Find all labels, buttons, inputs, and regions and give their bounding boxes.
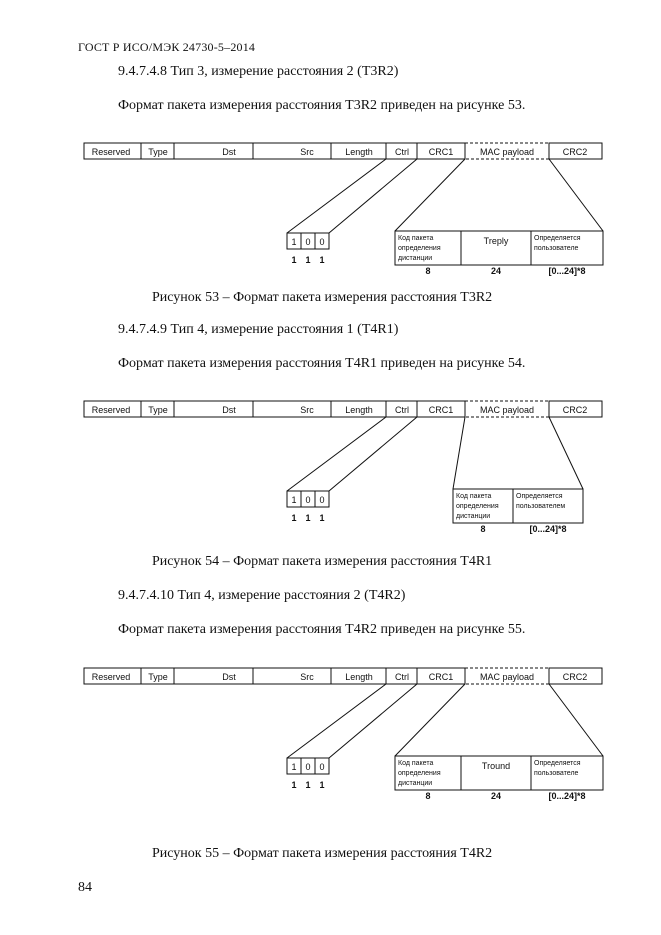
payload-field-label: пользователе (534, 770, 579, 777)
payload-field-label: Tround (481, 761, 511, 771)
payload-connector-left (453, 417, 465, 489)
field-dst-label: Dst (222, 147, 236, 157)
document-header: ГОСТ Р ИСО/МЭК 24730-5–2014 (78, 40, 256, 54)
payload-connector-right (549, 417, 583, 489)
figure-caption-53: Рисунок 53 – Формат пакета измерения расстояния T3R2 (152, 290, 493, 305)
ctrl-bit-value: 1 (291, 237, 297, 247)
packet-diagram-t3r2 (0, 143, 661, 283)
field-crc2-label: CRC2 (562, 672, 588, 682)
field-crc1-label: CRC1 (428, 405, 454, 415)
ctrl-bit-value: 0 (319, 237, 325, 247)
payload-field-label: определения (398, 770, 441, 777)
field-dst-label: Dst (222, 672, 236, 682)
payload-field-label: дистанции (398, 255, 433, 262)
payload-field-label: дистанции (456, 513, 491, 520)
field-ctrl-label: Ctrl (395, 672, 409, 682)
field-type-label: Type (148, 405, 168, 415)
ctrl-bit-size: 1 (305, 513, 311, 523)
payload-field-label: пользователем (516, 503, 566, 510)
field-mac-payload-label: MAC payload (479, 672, 535, 682)
field-type-label: Type (148, 672, 168, 682)
payload-field-label: Код пакета (398, 235, 434, 242)
field-reserved-label: Reserved (91, 405, 131, 415)
ctrl-bit-size: 1 (291, 513, 297, 523)
payload-connector-right (549, 684, 603, 756)
payload-field-label: Treply (483, 236, 509, 246)
payload-field-label: определения (456, 503, 499, 510)
payload-field-label: пользователе (534, 245, 579, 252)
field-dst-label: Dst (222, 405, 236, 415)
field-crc1-label: CRC1 (428, 672, 454, 682)
field-dst-cell (174, 143, 253, 159)
field-src-label: Src (300, 147, 314, 157)
field-src-cell (253, 401, 331, 417)
ctrl-bit-size: 1 (319, 780, 325, 790)
field-length-label: Length (345, 147, 373, 157)
section-text-t4r1: Формат пакета измерения расстояния T4R1 приведен на рисунке 54. (118, 356, 526, 371)
payload-field-label: дистанции (398, 780, 433, 787)
payload-connector-left (395, 159, 465, 231)
field-length-label: Length (345, 405, 373, 415)
payload-field-size: [0...24]*8 (529, 524, 567, 534)
payload-field-label: Определяется (534, 235, 581, 242)
field-mac-payload-label: MAC payload (479, 147, 535, 157)
field-dst-cell (174, 401, 253, 417)
ctrl-connector-right (329, 417, 417, 491)
section-heading-t3r2: 9.4.7.4.8 Тип 3, измерение расстояния 2 (T3R2) (118, 64, 399, 79)
field-src-cell (253, 668, 331, 684)
payload-field-label: Определяется (534, 760, 581, 767)
ctrl-bit-value: 1 (291, 495, 297, 505)
ctrl-connector-left (287, 684, 386, 758)
ctrl-bit-size: 1 (305, 255, 311, 265)
ctrl-bit-value: 0 (319, 762, 325, 772)
ctrl-bit-size: 1 (291, 255, 297, 265)
ctrl-bit-value: 0 (319, 495, 325, 505)
payload-connector-right (549, 159, 603, 231)
payload-field-label: Определяется (516, 493, 563, 500)
ctrl-bit-value: 0 (305, 495, 311, 505)
payload-field-size: 8 (425, 266, 431, 276)
ctrl-bit-size: 1 (305, 780, 311, 790)
field-src-cell (253, 143, 331, 159)
page-number: 84 (78, 880, 92, 895)
packet-diagram-t4r2 (0, 668, 661, 818)
ctrl-connector-left (287, 159, 386, 233)
figure-caption-54: Рисунок 54 – Формат пакета измерения расстояния T4R1 (152, 554, 493, 569)
field-reserved-label: Reserved (91, 147, 131, 157)
section-heading-t4r2: 9.4.7.4.10 Тип 4, измерение расстояния 2 (T4R2) (118, 588, 406, 603)
ctrl-bit-size: 1 (319, 255, 325, 265)
field-crc2-label: CRC2 (562, 147, 588, 157)
field-src-label: Src (300, 405, 314, 415)
payload-field-label: определения (398, 245, 441, 252)
ctrl-bit-value: 0 (305, 237, 311, 247)
field-type-label: Type (148, 147, 168, 157)
payload-field-size: 24 (490, 266, 502, 276)
payload-connector-left (395, 684, 465, 756)
section-text-t3r2: Формат пакета измерения расстояния T3R2 приведен на рисунке 53. (118, 98, 526, 113)
section-text-t4r2: Формат пакета измерения расстояния T4R2 приведен на рисунке 55. (118, 622, 526, 637)
field-ctrl-label: Ctrl (395, 147, 409, 157)
payload-field-size: 24 (490, 791, 502, 801)
payload-field-size: 8 (425, 791, 431, 801)
ctrl-connector-left (287, 417, 386, 491)
ctrl-bit-size: 1 (291, 780, 297, 790)
payload-field-size: 8 (480, 524, 486, 534)
field-src-label: Src (300, 672, 314, 682)
field-length-label: Length (345, 672, 373, 682)
field-mac-payload-label: MAC payload (479, 405, 535, 415)
payload-field-size: [0...24]*8 (548, 266, 586, 276)
section-heading-t4r1: 9.4.7.4.9 Тип 4, измерение расстояния 1 (T4R1) (118, 322, 399, 337)
field-crc2-label: CRC2 (562, 405, 588, 415)
ctrl-bit-size: 1 (319, 513, 325, 523)
packet-diagram-t4r1 (0, 401, 661, 541)
payload-field-size: [0...24]*8 (548, 791, 586, 801)
field-dst-cell (174, 668, 253, 684)
figure-caption-55: Рисунок 55 – Формат пакета измерения расстояния T4R2 (152, 846, 493, 861)
field-ctrl-label: Ctrl (395, 405, 409, 415)
field-crc1-label: CRC1 (428, 147, 454, 157)
ctrl-bit-value: 0 (305, 762, 311, 772)
ctrl-bit-value: 1 (291, 762, 297, 772)
payload-field-label: Код пакета (398, 760, 434, 767)
payload-field-label: Код пакета (456, 493, 492, 500)
field-reserved-label: Reserved (91, 672, 131, 682)
